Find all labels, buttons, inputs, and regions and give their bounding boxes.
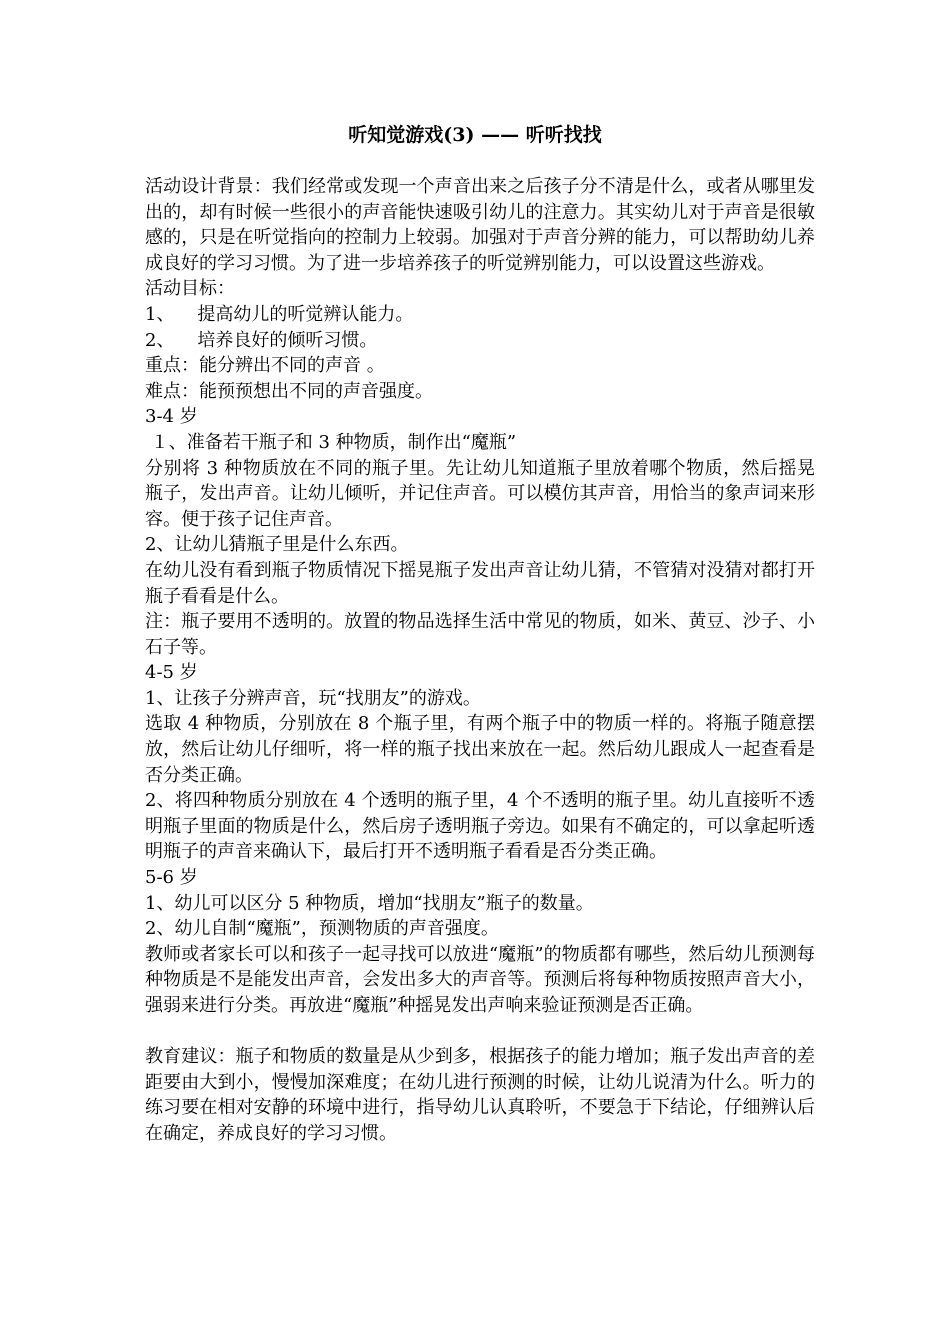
- background-paragraph: 活动设计背景：我们经常或发现一个声音出来之后孩子分不清是什么，或者从哪里发出的，却有时候一些很小的声音能快速吸引幼儿的注意力。其实幼儿对于声音是很敏感的，只是在听觉指向的控制力上较弱。加强对于声音分辨的能力，可以帮助幼儿养成良好的学习习惯。为了进一步培养孩子的听觉辨别能力，可以设置这些游戏。: [145, 176, 815, 274]
- education-advice: 教育建议：瓶子和物质的数量是从少到多，根据孩子的能力增加；瓶子发出声音的差距要由大到小，慢慢加深难度；在幼儿进行预测的时候，让幼儿说清为什么。听力的练习要在相对安静的环境中进行，指导幼儿认真聆听，不要急于下结论，仔细辨认后在确定，养成良好的学习习惯。: [145, 1046, 815, 1144]
- step-4-5-2: 2、将四种物质分别放在 4 个透明的瓶子里，4 个不透明的瓶子里。幼儿直接听不透明瓶子里面的物质是什么，然后房子透明瓶子旁边。如果有不确定的，可以拿起听透明瓶子的声音来确认下，最后打开不透明瓶子看看是否分类正确。: [145, 790, 815, 863]
- document-title: 听知觉游戏(3) —— 听听找找: [348, 124, 602, 146]
- step-3-4-1-detail: 分别将 3 种物质放在不同的瓶子里。先让幼儿知道瓶子里放着哪个物质，然后摇晃瓶子，发出声音。让幼儿倾听，并记住声音。可以模仿其声音，用恰当的象声词来形容。便于孩子记住声音。: [145, 457, 815, 530]
- goal-item-2: 2、 培养良好的倾听习惯。: [145, 329, 378, 351]
- step-3-4-1: １、准备若干瓶子和 3 种物质，制作出“魔瓶”: [145, 431, 517, 453]
- blank-line: [145, 1019, 815, 1045]
- key-point: 重点：能分辨出不同的声音 。: [145, 355, 385, 377]
- difficult-point: 难点：能预预想出不同的声音强度。: [145, 380, 433, 402]
- step-4-5-1: 1、让孩子分辨声音，玩“找朋友”的游戏。: [145, 687, 481, 709]
- step-3-4-2-detail: 在幼儿没有看到瓶子物质情况下摇晃瓶子发出声音让幼儿猜，不管猜对没猜对都打开瓶子看看是什么。: [145, 559, 815, 607]
- goal-item-1: 1、 提高幼儿的听觉辨认能力。: [145, 303, 414, 325]
- step-5-6-1: 1、幼儿可以区分 5 种物质，增加“找朋友”瓶子的数量。: [145, 892, 594, 914]
- step-3-4-2: 2、让幼儿猜瓶子里是什么东西。: [145, 534, 409, 556]
- age-heading-5-6: 5-6 岁: [145, 867, 198, 889]
- document-body: [145, 174, 815, 1147]
- goals-heading: 活动目标：: [145, 278, 235, 300]
- age-heading-3-4: 3-4 岁: [145, 406, 198, 428]
- step-5-6-2-detail: 教师或者家长可以和孩子一起寻找可以放进“魔瓶”的物质都有哪些，然后幼儿预测每种物质是不是能发出声音，会发出多大的声音等。预测后将每种物质按照声音大小，强弱来进行分类。再放进“魔瓶”种摇晃发出声响来验证预测是否正确。: [145, 943, 815, 1016]
- age-heading-4-5: 4-5 岁: [145, 662, 198, 684]
- step-4-5-1-detail: 选取 4 种物质，分别放在 8 个瓶子里，有两个瓶子中的物质一样的。将瓶子随意摆放，然后让幼儿仔细听，将一样的瓶子找出来放在一起。然后幼儿跟成人一起查看是否分类正确。: [145, 713, 815, 786]
- note-3-4: 注：瓶子要用不透明的。放置的物品选择生活中常见的物质，如米、黄豆、沙子、小石子等。: [145, 611, 815, 658]
- step-5-6-2: 2、幼儿自制“魔瓶”，预测物质的声音强度。: [145, 918, 499, 940]
